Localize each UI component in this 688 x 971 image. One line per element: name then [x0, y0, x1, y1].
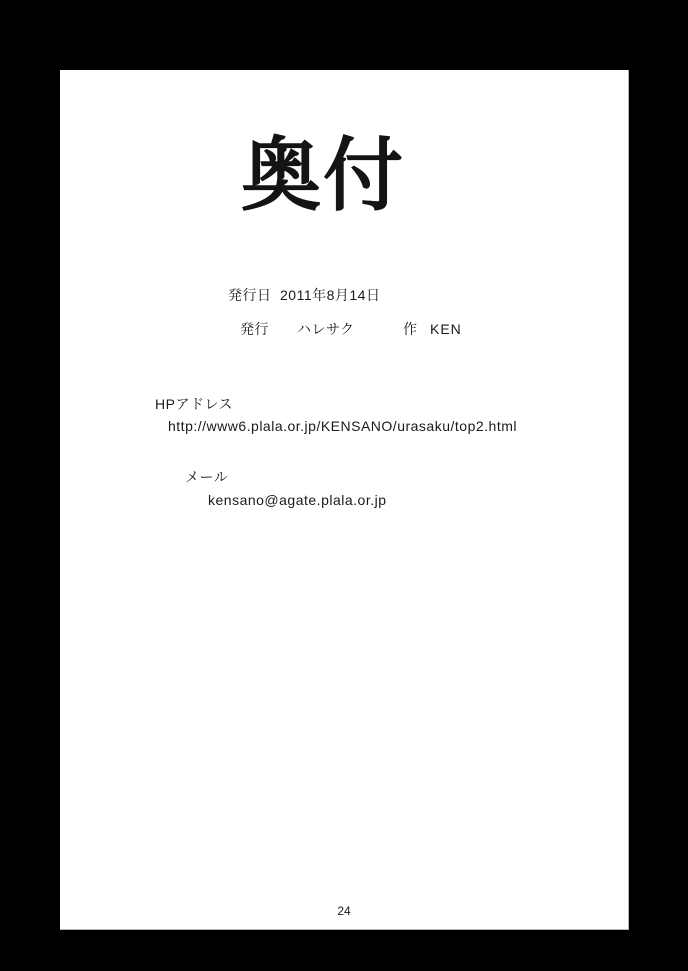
page-number: 24 — [337, 904, 351, 918]
email-label: メール — [185, 469, 229, 485]
author-label: 作 — [403, 321, 418, 337]
homepage-label: HPアドレス — [155, 396, 234, 412]
email-address: kensano@agate.plala.or.jp — [208, 492, 387, 508]
author-name: KEN — [430, 321, 462, 337]
publisher-name: ハレサク — [297, 321, 355, 337]
page-title: 奥付 — [241, 131, 405, 220]
publish-date-label: 発行日 — [228, 287, 272, 303]
publish-date-value: 2011年8月14日 — [280, 287, 381, 303]
paper-page — [60, 70, 629, 930]
publisher-label: 発行 — [240, 321, 269, 337]
homepage-url: http://www6.plala.or.jp/KENSANO/urasaku/top2.html — [168, 418, 517, 434]
